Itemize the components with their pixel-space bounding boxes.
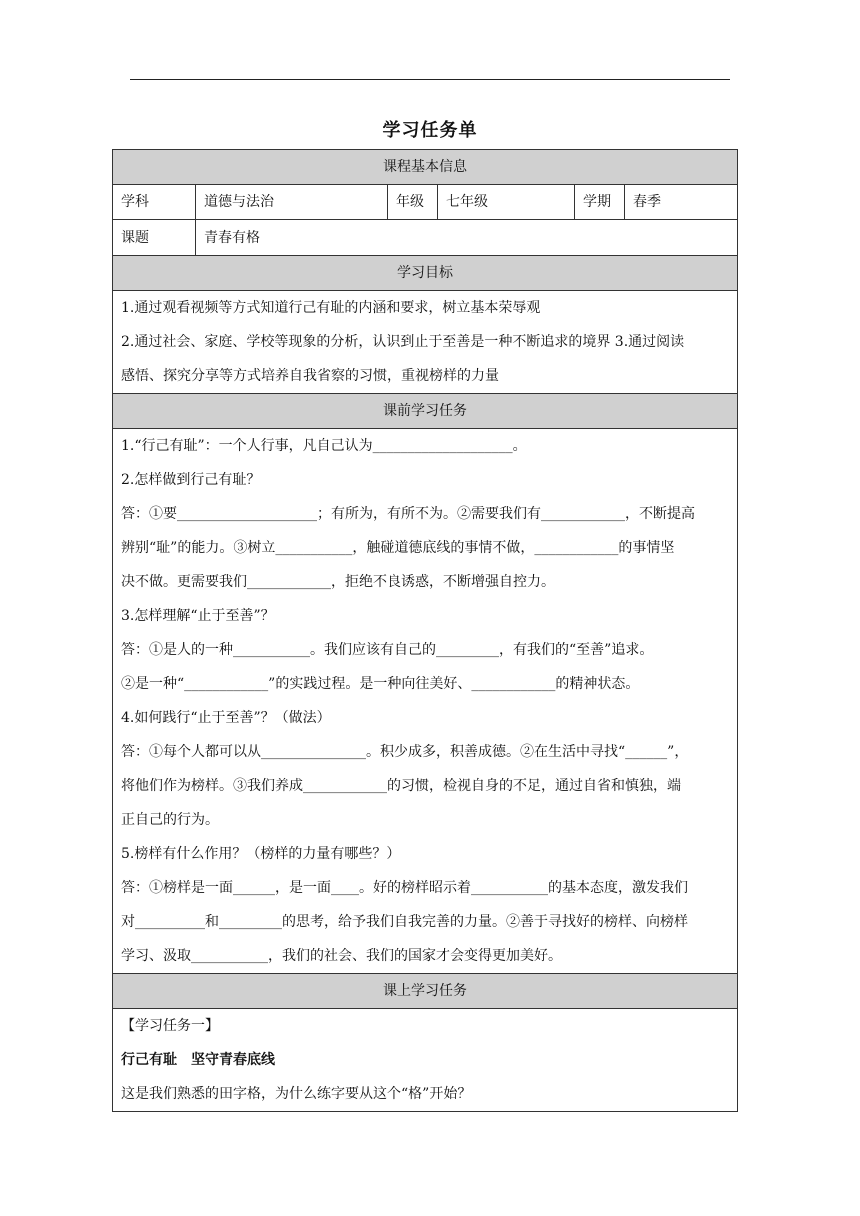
subject-label: 学科 [113, 185, 196, 220]
basic-info-header: 课程基本信息 [113, 150, 738, 185]
pre-class-header: 课前学习任务 [113, 394, 738, 429]
task-label: 【学习任务一】 [121, 1018, 219, 1034]
in-class-header: 课上学习任务 [113, 974, 738, 1009]
pre-class-content [113, 429, 738, 974]
pre-class-line: 1.“行己有耻”：一个人行事，凡自己认为____________________。 [121, 438, 527, 454]
goals-content [113, 291, 738, 394]
topic-label: 课题 [113, 220, 196, 256]
task-question: 这是我们熟悉的田字格，为什么练字要从这个“格”开始？ [121, 1086, 472, 1102]
topic-value: 青春有格 [196, 220, 738, 256]
task-sheet-table [112, 149, 738, 1112]
pre-class-line: 对__________和_________的思考，给予我们自我完善的力量。②善于寻找好的榜样、向榜样 [121, 914, 688, 930]
pre-class-line: 3.怎样理解“止于至善”？ [121, 608, 275, 624]
pre-class-line: 2.怎样做到行己有耻？ [121, 472, 261, 488]
pre-class-line: ②是一种“____________”的实践过程。是一种向往美好、____________的精神状态。 [121, 676, 640, 692]
pre-class-line: 答：①每个人都可以从_______________。积少成多，积善成德。②在生活中寻找“______”， [121, 744, 689, 760]
pre-class-line: 答：①要____________________；有所为，有所不为。②需要我们有____________，不断提高 [121, 506, 695, 522]
pre-class-line: 4.如何践行“止于至善”？（做法） [121, 710, 331, 726]
pre-class-line: 答：①是人的一种___________。我们应该有自己的_________，有我们的“至善”追求。 [121, 642, 654, 658]
goal-line: 1.通过观看视频等方式知道行己有耻的内涵和要求，树立基本荣辱观 [121, 300, 541, 316]
header-rule [130, 79, 730, 80]
pre-class-line: 答：①榜样是一面______，是一面____。好的榜样昭示着___________的基本态度，激发我们 [121, 880, 688, 896]
pre-class-line: 将他们作为榜样。③我们养成____________的习惯，检视自身的不足，通过自省和慎独，端 [121, 778, 681, 794]
task-title: 行己有耻 坚守青春底线 [121, 1052, 275, 1068]
pre-class-line: 学习、汲取___________，我们的社会、我们的国家才会变得更加美好。 [121, 948, 562, 964]
term-value: 春季 [625, 185, 738, 220]
subject-value: 道德与法治 [196, 185, 388, 220]
document-title: 学习任务单 [382, 120, 478, 141]
pre-class-line: 辨别“耻”的能力。③树立___________，触碰道德底线的事情不做，____________的事情坚 [121, 540, 675, 556]
goal-line: 感悟、探究分享等方式培养自我省察的习惯，重视榜样的力量 [121, 368, 499, 384]
pre-class-line: 决不做。更需要我们____________，拒绝不良诱惑，不断增强自控力。 [121, 574, 555, 590]
pre-class-line: 正自己的行为。 [121, 812, 219, 828]
pre-class-line: 5.榜样有什么作用？（榜样的力量有哪些？） [121, 846, 401, 862]
grade-value: 七年级 [438, 185, 575, 220]
in-class-content [113, 1009, 738, 1112]
goal-line: 2.通过社会、家庭、学校等现象的分析，认识到止于至善是一种不断追求的境界 3.通过阅读 [121, 334, 685, 350]
grade-label: 年级 [388, 185, 438, 220]
goals-header: 学习目标 [113, 256, 738, 291]
term-label: 学期 [575, 185, 625, 220]
